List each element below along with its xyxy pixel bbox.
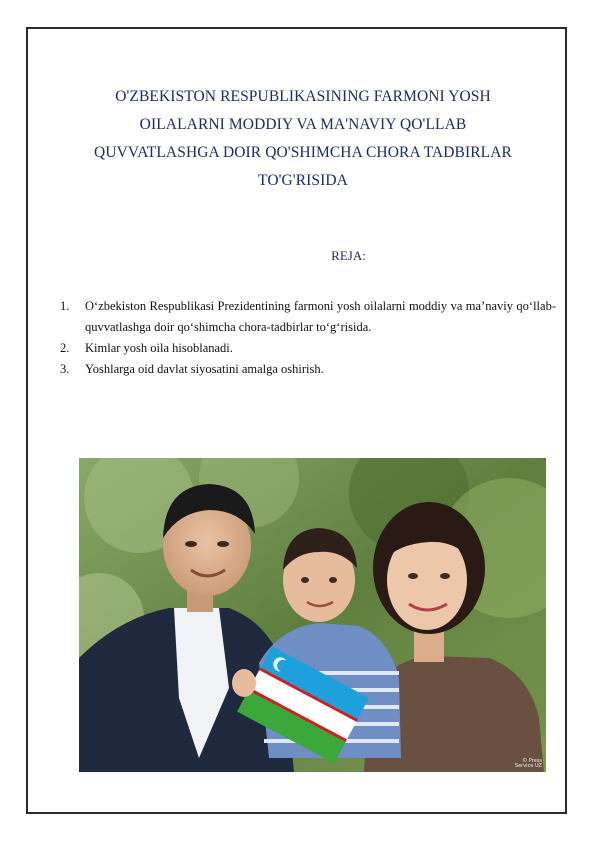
title-line: OILALARNI MODDIY VA MA'NAVIY QO'LLAB [139,116,467,133]
title-line: O'ZBEKISTON RESPUBLIKASINING FARMONI YOSH [115,88,491,105]
plan-item-text: Yoshlarga oid davlat siyosatini amalga oshirish. [85,362,324,376]
plan-heading: REJA: [331,248,366,263]
plan-item [60,296,556,338]
plan-item-number: 2. [60,341,70,355]
plan-item-text: Kimlar yosh oila hisoblanadi. [85,341,233,355]
title-line: QUVVATLASHGA DOIR QO'SHIMCHA CHORA TADBIRLAR [94,144,512,161]
credit-line: Service UZ [514,763,542,769]
photo-credit [515,759,542,769]
plan-item [60,338,556,359]
document-title [88,83,518,195]
plan-item-text: O‘zbekiston Respublikasi Prezidentining farmoni yosh oilalarni moddiy va ma’naviy qo‘llab-quvvatlashga doir qo‘shimcha chora-tadbirlar to‘g‘risida. [85,299,556,334]
family-photo [79,458,546,772]
family-photo-illustration [79,458,546,772]
credit-line: © Press [522,758,542,764]
title-line: TO'G'RISIDA [258,172,348,189]
plan-list [60,296,556,380]
plan-item-number: 1. [60,299,70,313]
plan-item-number: 3. [60,362,70,376]
plan-item [60,359,556,380]
document-page [26,27,567,814]
